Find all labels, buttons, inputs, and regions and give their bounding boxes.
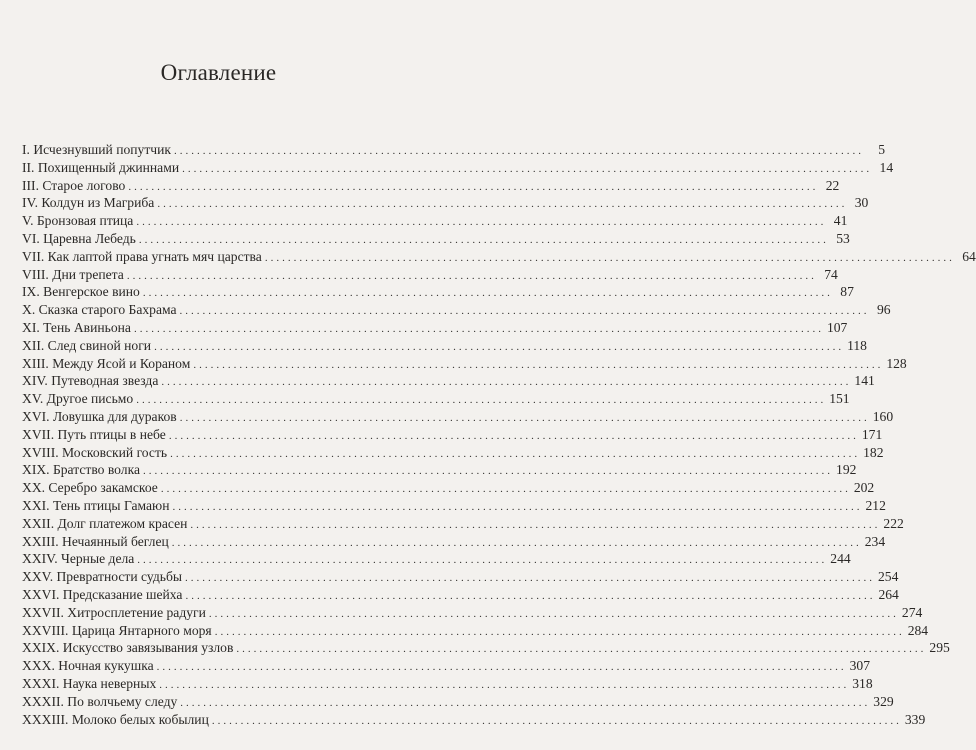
toc-entry <box>22 533 886 551</box>
toc-entry-title: V. Бронзовая птица <box>22 213 134 229</box>
toc-entry <box>22 693 894 711</box>
dot-leader: ........................................................................................................................ <box>157 198 848 211</box>
toc-entry-page-number: 171 <box>861 426 883 442</box>
toc-entry-page-number: 339 <box>904 711 926 727</box>
dot-leader: ........................................................................................................................ <box>214 625 905 638</box>
toc-entry-page-number: 22 <box>825 177 840 193</box>
toc-entry <box>22 426 883 444</box>
toc-entry <box>22 657 871 675</box>
toc-entry-page-number: 5 <box>878 142 886 157</box>
dot-leader: ........................................................................................................................ <box>185 572 875 585</box>
toc-entry <box>22 248 976 266</box>
dot-leader: ........................................................................................................................ <box>142 287 833 300</box>
table-of-contents <box>22 141 976 728</box>
dot-leader: ........................................................................................................................ <box>264 251 955 264</box>
toc-entry <box>22 604 923 622</box>
toc-entry-title: XXVII. Хитросплетение радуги <box>22 604 206 620</box>
toc-entry <box>22 159 894 177</box>
toc-entry <box>22 461 857 479</box>
toc-entry-title: XIX. Братство волка <box>22 462 141 478</box>
toc-entry <box>22 497 886 515</box>
toc-entry <box>22 230 850 248</box>
dot-leader: ........................................................................................................................ <box>128 180 819 193</box>
toc-entry-page-number: 295 <box>929 640 950 656</box>
toc-entry-page-number: 41 <box>833 213 848 229</box>
toc-entry-title: XIV. Путеводная звезда <box>22 373 159 389</box>
toc-entry <box>22 622 929 640</box>
dot-leader: ........................................................................................................................ <box>179 411 870 424</box>
toc-entry-title: XXIX. Искусство завязывания узлов <box>22 640 234 656</box>
dot-leader: ........................................................................................................................ <box>174 145 865 157</box>
toc-entry-page-number: 264 <box>878 586 899 602</box>
toc-entry-page-number: 160 <box>872 408 894 424</box>
toc-entry-title: IX. Венгерское вино <box>22 284 140 300</box>
dot-leader: ........................................................................................................................ <box>136 394 827 407</box>
toc-entry-title: XII. След свиной ноги <box>22 337 152 353</box>
toc-entry-title: VII. Как лаптой права угнать мяч царства <box>22 248 262 264</box>
toc-entry-title: XX. Серебро закамское <box>22 480 158 496</box>
toc-entry-page-number: 30 <box>854 195 869 211</box>
toc-entry-title: XVI. Ловушка для дураков <box>22 408 177 424</box>
dot-leader: ........................................................................................................................ <box>182 162 873 175</box>
toc-entry-page-number: 87 <box>840 284 854 300</box>
toc-entry-title: XXV. Превратности судьбы <box>22 569 182 585</box>
dot-leader: ........................................................................................................................ <box>171 536 862 549</box>
toc-entry-page-number: 53 <box>836 230 850 246</box>
toc-entry <box>22 711 926 729</box>
toc-entry-title: XI. Тень Авиньона <box>22 319 131 335</box>
toc-entry-page-number: 128 <box>886 355 907 371</box>
toc-entry-page-number: 192 <box>836 462 857 478</box>
toc-entry-page-number: 244 <box>830 551 851 567</box>
toc-entry <box>22 568 899 586</box>
toc-entry-page-number: 64 <box>962 248 976 264</box>
toc-entry-title: XXI. Тень птицы Гамаюн <box>22 497 170 513</box>
dot-leader: ........................................................................................................................ <box>138 233 829 246</box>
toc-entry-page-number: 141 <box>854 373 875 389</box>
toc-entry-page-number: 74 <box>824 266 838 282</box>
dot-leader: ........................................................................................................................ <box>156 661 847 674</box>
toc-entry-title: VIII. Дни трепета <box>22 266 124 282</box>
toc-entry <box>22 355 907 373</box>
dot-leader: ........................................................................................................................ <box>180 696 871 709</box>
toc-entry-page-number: 234 <box>864 533 886 549</box>
toc-entry <box>22 479 875 497</box>
toc-entry <box>22 319 848 337</box>
dot-leader: ........................................................................................................................ <box>154 340 845 353</box>
dot-leader: ........................................................................................................................ <box>190 518 881 531</box>
toc-entry <box>22 550 851 568</box>
toc-entry <box>22 194 869 212</box>
toc-entry <box>22 141 886 159</box>
toc-entry <box>22 266 838 284</box>
dot-leader: ........................................................................................................................ <box>161 376 852 389</box>
toc-entry-title: XXXI. Наука неверных <box>22 675 157 691</box>
toc-entry-page-number: 151 <box>829 391 850 407</box>
toc-entry-title: XXXIII. Молоко белых кобылиц <box>22 711 209 727</box>
dot-leader: ........................................................................................................................ <box>159 678 850 691</box>
toc-entry-page-number: 284 <box>907 622 929 638</box>
toc-entry-page-number: 182 <box>863 444 884 460</box>
toc-entry-page-number: 14 <box>879 159 894 175</box>
toc-entry-page-number: 118 <box>847 337 867 353</box>
dot-leader: ........................................................................................................................ <box>137 554 828 567</box>
toc-entry <box>22 408 894 426</box>
dot-leader: ........................................................................................................................ <box>136 216 827 229</box>
dot-leader: ........................................................................................................................ <box>160 483 851 496</box>
toc-entry-page-number: 254 <box>878 569 899 585</box>
toc-entry-page-number: 307 <box>849 658 871 674</box>
toc-entry-page-number: 202 <box>853 480 875 496</box>
dot-leader: ........................................................................................................................ <box>179 305 870 318</box>
toc-entry <box>22 337 867 355</box>
dot-leader: ........................................................................................................................ <box>170 447 861 460</box>
toc-entry <box>22 177 840 195</box>
toc-entry <box>22 301 891 319</box>
toc-entry-page-number: 96 <box>876 302 891 318</box>
toc-entry-title: XXIV. Черные дела <box>22 551 135 567</box>
toc-entry-title: XXIII. Нечаянный беглец <box>22 533 169 549</box>
toc-entry-title: XXII. Долг платежом красен <box>22 515 188 531</box>
toc-entry-title: IV. Колдун из Магриба <box>22 195 155 211</box>
toc-entry-title: VI. Царевна Лебедь <box>22 230 136 246</box>
toc-entry-title: XV. Другое письмо <box>22 391 134 407</box>
toc-entry-page-number: 329 <box>873 693 894 709</box>
toc-entry-page-number: 212 <box>865 497 886 513</box>
toc-entry-title: XIII. Между Ясой и Кораном <box>22 355 191 371</box>
toc-entry-title: XXX. Ночная кукушка <box>22 658 154 674</box>
dot-leader: ........................................................................................................................ <box>126 269 817 282</box>
toc-entry <box>22 372 875 390</box>
toc-entry-title: I. Исчезнувший попутчик <box>22 142 172 157</box>
dot-leader: ........................................................................................................................ <box>172 500 863 513</box>
dot-leader: ........................................................................................................................ <box>208 607 899 620</box>
toc-entry-title: XVII. Путь птицы в небе <box>22 426 166 442</box>
toc-entry-page-number: 274 <box>901 604 923 620</box>
dot-leader: ........................................................................................................................ <box>193 358 884 371</box>
toc-entry <box>22 515 904 533</box>
toc-entry-title: X. Сказка старого Бахрама <box>22 302 177 318</box>
dot-leader: ........................................................................................................................ <box>133 322 824 335</box>
toc-entry-page-number: 222 <box>883 515 904 531</box>
toc-entry-page-number: 318 <box>852 675 873 691</box>
toc-entry-title: XXVI. Предсказание шейха <box>22 586 183 602</box>
dot-leader: ........................................................................................................................ <box>185 589 876 602</box>
toc-entry-title: III. Старое логово <box>22 177 126 193</box>
page-title: Оглавление <box>160 60 277 85</box>
dot-leader: ........................................................................................................................ <box>168 429 859 442</box>
toc-entry <box>22 283 854 301</box>
dot-leader: ........................................................................................................................ <box>143 465 834 478</box>
dot-leader: ........................................................................................................................ <box>211 714 902 727</box>
toc-entry <box>22 675 873 693</box>
toc-entry <box>22 390 850 408</box>
toc-entry <box>22 212 848 230</box>
toc-entry-title: XVIII. Московский гость <box>22 444 168 460</box>
toc-entry-page-number: 107 <box>826 319 848 335</box>
toc-entry-title: II. Похищенный джиннами <box>22 159 180 175</box>
toc-entry <box>22 444 884 462</box>
toc-entry <box>22 586 899 604</box>
toc-entry-title: XXXII. По волчьему следу <box>22 693 178 709</box>
toc-entry-title: XXVIII. Царица Янтарного моря <box>22 622 212 638</box>
toc-entry <box>22 639 950 657</box>
dot-leader: ........................................................................................................................ <box>236 643 927 656</box>
